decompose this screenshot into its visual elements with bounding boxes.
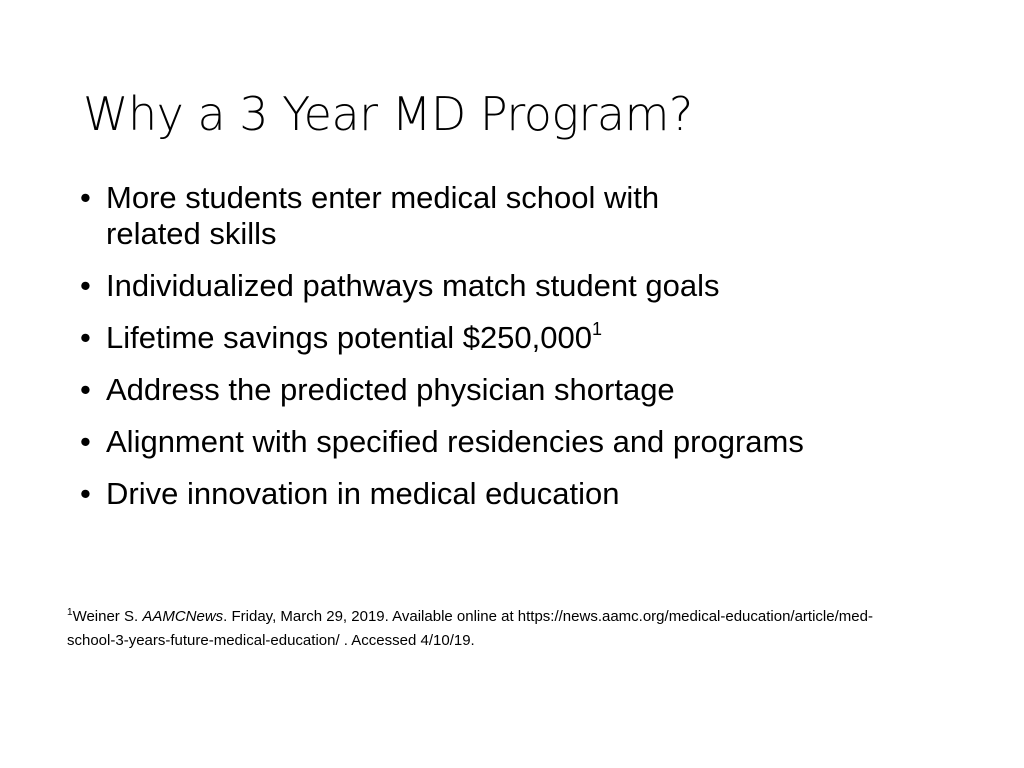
bullet-line-1: More students enter medical school with bbox=[106, 180, 660, 215]
bullet-list bbox=[78, 180, 978, 528]
footnote-journal: AAMCNews bbox=[142, 608, 224, 625]
bullet-item bbox=[78, 268, 978, 304]
footnote-reference: 1 bbox=[592, 318, 603, 339]
bullet-item bbox=[78, 320, 978, 356]
footnote bbox=[67, 605, 887, 653]
bullet-item bbox=[78, 372, 978, 408]
bullet-line-2: related skills bbox=[106, 216, 277, 251]
footnote-citation: . Friday, March 29, 2019. Available online at https://news.aamc.org/medical-education/article/med-school-3-years-future-medical-education/ . Accessed 4/10/19. bbox=[67, 608, 873, 649]
bullet-text: Drive innovation in medical education bbox=[106, 476, 620, 511]
bullet-dot-icon: • bbox=[80, 180, 91, 215]
bullet-text: Address the predicted physician shortage bbox=[106, 372, 675, 407]
bullet-item bbox=[78, 180, 978, 252]
bullet-dot-icon: • bbox=[80, 372, 91, 407]
bullet-item bbox=[78, 424, 978, 460]
bullet-text: Alignment with specified residencies and programs bbox=[106, 424, 804, 459]
bullet-item bbox=[78, 476, 978, 512]
bullet-text-main: Lifetime savings potential $250,000 bbox=[106, 320, 592, 355]
bullet-text: Individualized pathways match student goals bbox=[106, 268, 720, 303]
bullet-dot-icon: • bbox=[80, 268, 91, 303]
footnote-marker: 1 bbox=[67, 607, 73, 618]
bullet-dot-icon: • bbox=[80, 424, 91, 459]
footnote-author: Weiner S. bbox=[72, 608, 143, 625]
slide-title: Why a 3 Year MD Program? bbox=[83, 87, 693, 141]
bullet-dot-icon: • bbox=[80, 320, 91, 355]
bullet-text bbox=[106, 180, 978, 252]
bullet-dot-icon: • bbox=[80, 476, 91, 511]
bullet-text bbox=[106, 320, 602, 355]
